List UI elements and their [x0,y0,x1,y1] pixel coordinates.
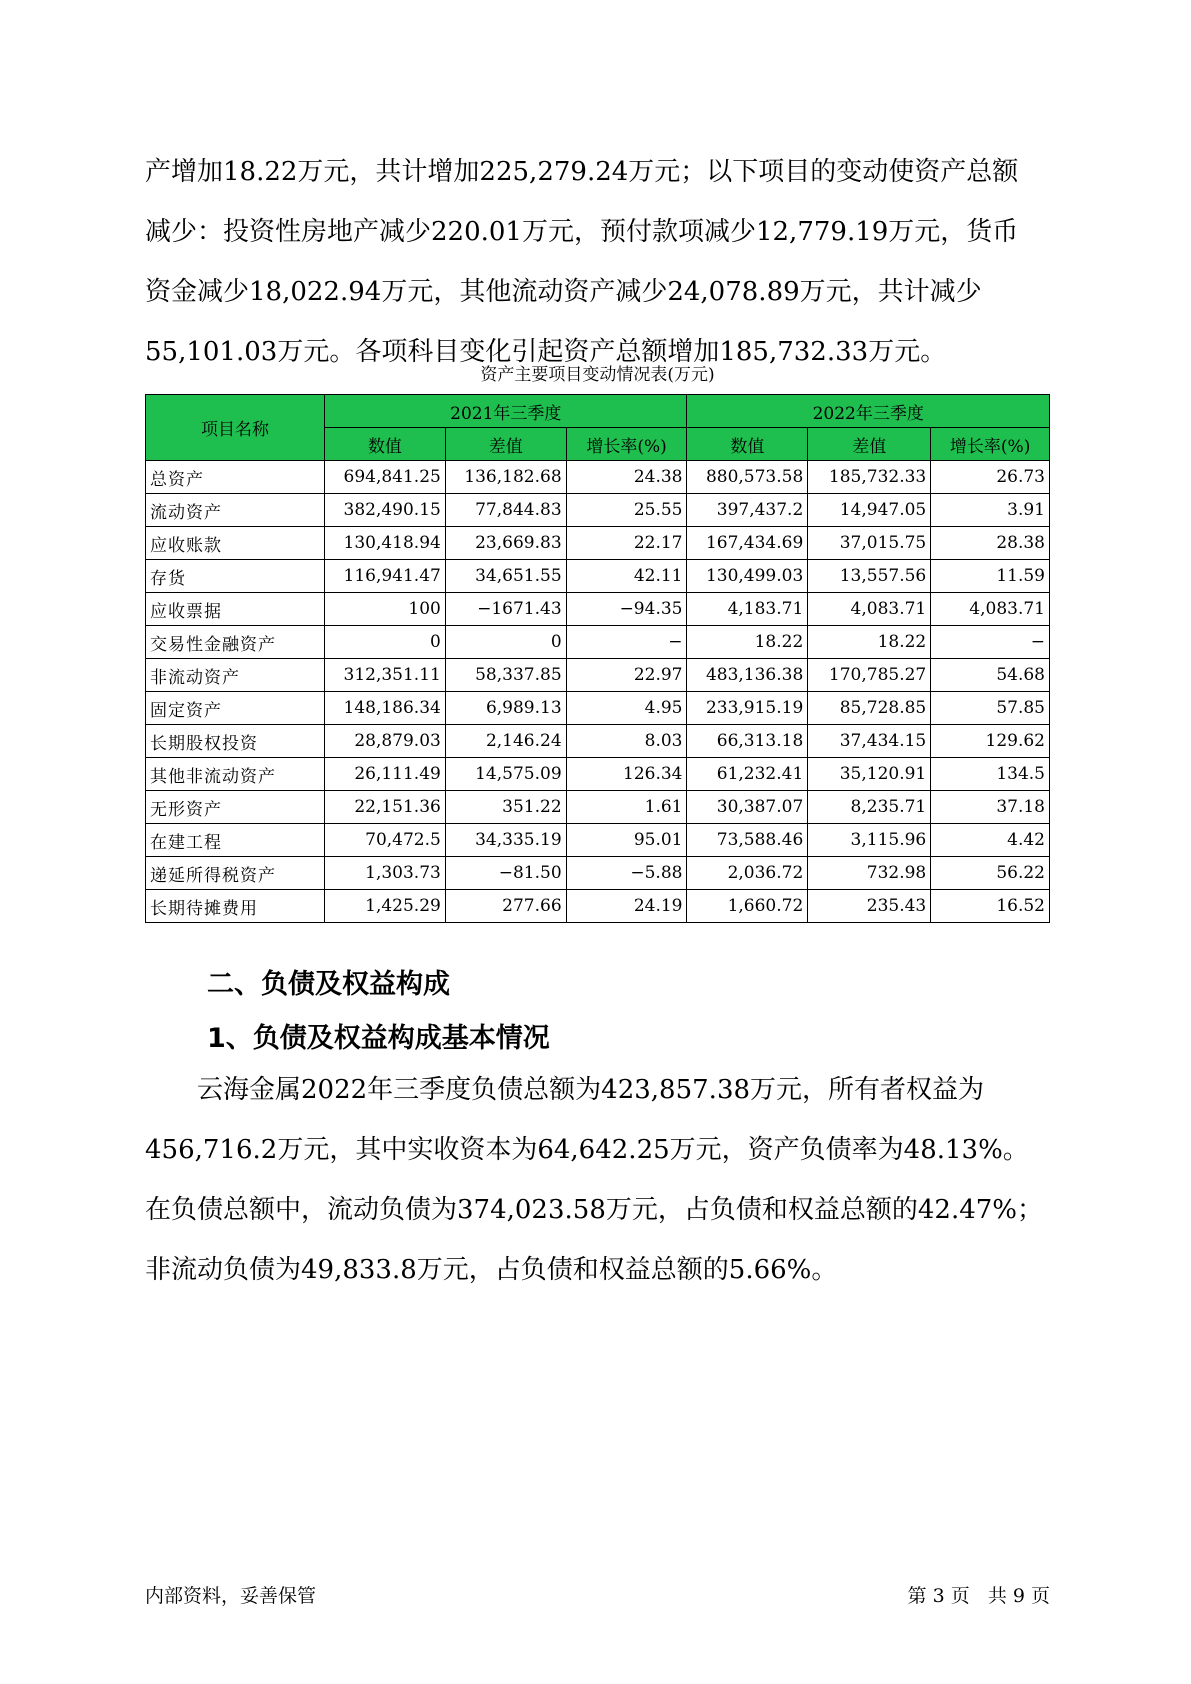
footer-confidential-note: 内部资料，妥善保管 [145,1585,317,1607]
table-cell: 16.52 [931,890,1050,923]
liabilities-paragraph [145,1060,1050,1300]
row-item-name: 无形资产 [146,791,325,824]
table-cell: 732.98 [808,857,931,890]
table-cell: 28.38 [931,527,1050,560]
table-cell: 3,115.96 [808,824,931,857]
table-cell: 1,660.72 [687,890,808,923]
table-cell: 0 [325,626,446,659]
table-cell: − [931,626,1050,659]
table-body [146,461,1050,923]
table-cell: 170,785.27 [808,659,931,692]
table-cell: 129.62 [931,725,1050,758]
section-heading: 二、负债及权益构成 [207,969,450,1000]
table-row [146,560,1050,593]
footer-page-number [908,1581,1050,1608]
body-line: 非流动负债为49,833.8万元，占负债和权益总额的5.66%。 [145,1255,838,1285]
table-cell: 26.73 [931,461,1050,494]
table-row [146,461,1050,494]
column-header-name: 项目名称 [146,395,325,461]
table-cell: 1.61 [566,791,687,824]
intro-line: 资金减少18,022.94万元，其他流动资产减少24,078.89万元，共计减少 [145,277,982,307]
table-cell: 397,437.2 [687,494,808,527]
table-cell: −5.88 [566,857,687,890]
table-cell: 66,313.18 [687,725,808,758]
table-cell: 37,434.15 [808,725,931,758]
asset-change-table [145,394,1050,923]
table-cell: 35,120.91 [808,758,931,791]
column-header-difference: 差值 [808,428,931,461]
table-cell: 233,915.19 [687,692,808,725]
table-cell: 4.95 [566,692,687,725]
intro-line: 产增加18.22万元，共计增加225,279.24万元；以下项目的变动使资产总额 [145,157,1019,187]
row-item-name: 在建工程 [146,824,325,857]
intro-line: 减少：投资性房地产减少220.01万元，预付款项减少12,779.19万元，货币 [145,217,1019,247]
table-cell: 8,235.71 [808,791,931,824]
row-item-name: 固定资产 [146,692,325,725]
row-item-name: 递延所得税资产 [146,857,325,890]
table-row [146,527,1050,560]
table-cell: 4.42 [931,824,1050,857]
table-cell: 2,146.24 [445,725,566,758]
table-cell: 85,728.85 [808,692,931,725]
row-item-name: 非流动资产 [146,659,325,692]
table-cell: 134.5 [931,758,1050,791]
table-cell: 95.01 [566,824,687,857]
table-row [146,824,1050,857]
sub-heading: 1、负债及权益构成基本情况 [207,1023,550,1054]
table-row [146,626,1050,659]
table-cell: 34,335.19 [445,824,566,857]
table-cell: 58,337.85 [445,659,566,692]
table-cell: 22.17 [566,527,687,560]
table-cell: 28,879.03 [325,725,446,758]
table-cell: 4,083.71 [808,593,931,626]
table-cell: 22,151.36 [325,791,446,824]
table-cell: 18.22 [808,626,931,659]
table-row [146,890,1050,923]
table-cell: 14,947.05 [808,494,931,527]
body-line: 云海金属2022年三季度负债总额为423,857.38万元，所有者权益为 [197,1075,985,1105]
table-cell: −1671.43 [445,593,566,626]
table-cell: − [566,626,687,659]
row-item-name: 应收票据 [146,593,325,626]
table-cell: 23,669.83 [445,527,566,560]
table-cell: 2,036.72 [687,857,808,890]
footer-page-label: 第 3 页 [907,1585,970,1607]
table-cell: 148,186.34 [325,692,446,725]
table-cell: 4,183.71 [687,593,808,626]
table-cell: −94.35 [566,593,687,626]
body-line: 456,716.2万元，其中实收资本为64,642.25万元，资产负债率为48.13%。 [145,1135,1029,1165]
table-cell: 61,232.41 [687,758,808,791]
table-cell: 694,841.25 [325,461,446,494]
table-row [146,494,1050,527]
body-line: 在负债总额中，流动负债为374,023.58万元，占负债和权益总额的42.47%； [145,1195,1044,1225]
table-cell: 8.03 [566,725,687,758]
table-cell: 24.19 [566,890,687,923]
column-header-difference: 差值 [445,428,566,461]
table-cell: 1,303.73 [325,857,446,890]
footer-total-label: 共 9 页 [987,1585,1050,1607]
table-cell: 11.59 [931,560,1050,593]
table-cell: 22.97 [566,659,687,692]
table-cell: 136,182.68 [445,461,566,494]
table-cell: 130,499.03 [687,560,808,593]
column-header-period-2021: 2021年三季度 [325,395,687,428]
table-cell: 30,387.07 [687,791,808,824]
table-cell: 18.22 [687,626,808,659]
row-item-name: 应收账款 [146,527,325,560]
column-header-period-2022: 2022年三季度 [687,395,1050,428]
table-cell: 26,111.49 [325,758,446,791]
table-cell: 185,732.33 [808,461,931,494]
table-cell: 37,015.75 [808,527,931,560]
table-cell: 277.66 [445,890,566,923]
table-row [146,857,1050,890]
table-row [146,692,1050,725]
table-cell: 56.22 [931,857,1050,890]
table-cell: 25.55 [566,494,687,527]
row-item-name: 存货 [146,560,325,593]
row-item-name: 交易性金融资产 [146,626,325,659]
table-cell: 57.85 [931,692,1050,725]
table-cell: 167,434.69 [687,527,808,560]
table-cell: 3.91 [931,494,1050,527]
table-cell: 37.18 [931,791,1050,824]
table-cell: 6,989.13 [445,692,566,725]
column-header-growth-rate: 增长率(%) [931,428,1050,461]
table-cell: 14,575.09 [445,758,566,791]
table-cell: 77,844.83 [445,494,566,527]
table-cell: 70,472.5 [325,824,446,857]
table-cell: 100 [325,593,446,626]
intro-paragraph [145,142,1050,382]
table-cell: 0 [445,626,566,659]
table-cell: 312,351.11 [325,659,446,692]
table-cell: 1,425.29 [325,890,446,923]
table-cell: 116,941.47 [325,560,446,593]
table-row [146,659,1050,692]
row-item-name: 长期待摊费用 [146,890,325,923]
table-header-row [146,395,1050,428]
table-cell: 483,136.38 [687,659,808,692]
table-cell: 382,490.15 [325,494,446,527]
row-item-name: 流动资产 [146,494,325,527]
table-cell: 13,557.56 [808,560,931,593]
table-cell: 24.38 [566,461,687,494]
table-row [146,758,1050,791]
table-cell: 54.68 [931,659,1050,692]
table-cell: 4,083.71 [931,593,1050,626]
column-header-growth-rate: 增长率(%) [566,428,687,461]
table-cell: 42.11 [566,560,687,593]
table-row [146,791,1050,824]
table-cell: 235.43 [808,890,931,923]
row-item-name: 总资产 [146,461,325,494]
column-header-value: 数值 [687,428,808,461]
column-header-value: 数值 [325,428,446,461]
row-item-name: 长期股权投资 [146,725,325,758]
table-cell: 880,573.58 [687,461,808,494]
table-cell: 130,418.94 [325,527,446,560]
row-item-name: 其他非流动资产 [146,758,325,791]
table-cell: 126.34 [566,758,687,791]
intro-line: 55,101.03万元。各项科目变化引起资产总额增加185,732.33万元。 [145,337,947,367]
table-caption: 资产主要项目变动情况表(万元) [480,365,715,385]
table-cell: 351.22 [445,791,566,824]
table-cell: −81.50 [445,857,566,890]
table-row [146,725,1050,758]
table-cell: 73,588.46 [687,824,808,857]
table-row [146,593,1050,626]
table-cell: 34,651.55 [445,560,566,593]
